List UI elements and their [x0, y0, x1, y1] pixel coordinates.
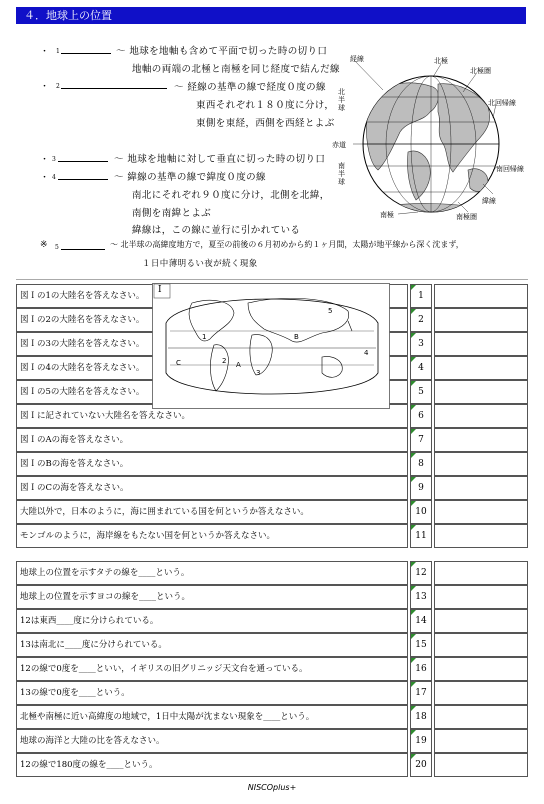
question-text: 大陸以外で，日本のように，海に囲まれている国を何というか答えなさい。	[16, 500, 408, 524]
question-text: 地球上の位置を示すタテの線を____という。	[16, 561, 408, 585]
question-text: 図Ｉの4の大陸名を答えなさい。	[16, 356, 408, 380]
globe-label-equator: 赤道	[332, 141, 346, 149]
question-text: 図ＩのAの海を答えなさい。	[16, 428, 408, 452]
corner-marker	[411, 333, 416, 338]
corner-marker	[411, 658, 416, 663]
table-row	[16, 428, 528, 452]
question-text: 図ＩのBの海を答えなさい。	[16, 452, 408, 476]
corner-marker	[411, 285, 416, 290]
table-row	[16, 500, 528, 524]
blank-number: 5	[55, 244, 59, 251]
definition-5-line-1: ～ 北半球の高緯度地方で，夏至の前後の６月初めから約１ヶ月間，太陽が地平線から深く沈まず，	[110, 240, 464, 249]
question-text: モンゴルのように，海岸線をもたない国を何というか答えなさい。	[16, 524, 408, 548]
corner-marker	[411, 405, 416, 410]
answer-cell-18[interactable]	[434, 705, 528, 729]
globe-label-tropic-cancer: 北回帰線	[488, 99, 516, 107]
definition-4-line-3: 南側を南緯とよぶ	[132, 208, 212, 219]
question-number: 4	[410, 356, 432, 380]
globe-label-south-hemisphere: 南半球	[338, 162, 345, 186]
globe-label-antarctic-circle: 南極圏	[456, 213, 477, 221]
blank-number: 1	[56, 48, 60, 55]
answer-cell-15[interactable]	[434, 633, 528, 657]
definition-4-line-1: ～ 緯線の基準の線で緯度０度の線	[114, 172, 266, 183]
definition-1-line-1: ～ 地球を地軸も含めて平面で切った時の切り口	[116, 46, 328, 57]
question-number: 12	[410, 561, 432, 585]
note-mark: ※	[40, 240, 48, 250]
definition-5-line-2: １日中薄明るい夜が続く現象	[142, 259, 258, 269]
answer-cell-5[interactable]	[434, 380, 528, 404]
corner-marker	[411, 754, 416, 759]
table-row	[16, 681, 528, 705]
question-text: 図ＩのCの海を答えなさい。	[16, 476, 408, 500]
corner-marker	[411, 357, 416, 362]
question-text: 図Ｉの3の大陸名を答えなさい。	[16, 332, 408, 356]
corner-marker	[411, 730, 416, 735]
blank-number: 4	[52, 174, 56, 181]
map-mark-5: 5	[328, 307, 333, 315]
definition-2-line-3: 東側を東経，西側を西経とよぶ	[196, 118, 335, 129]
bullet: ・	[40, 155, 50, 165]
question-number: 13	[410, 585, 432, 609]
question-text: 北極や南極に近い高緯度の地域で，1日中太陽が沈まない現象を____という。	[16, 705, 408, 729]
answer-cell-4[interactable]	[434, 356, 528, 380]
definition-4-line-2: 南北にそれぞれ９０度に分け，北側を北緯，	[132, 190, 330, 201]
globe-label-south-pole: 南極	[380, 211, 394, 219]
globe-label-meridian: 経線	[350, 55, 364, 63]
table-row	[16, 561, 528, 585]
map-mark-b: B	[294, 333, 299, 341]
question-number: 10	[410, 500, 432, 524]
bullet: ・	[40, 82, 50, 92]
table-row	[16, 609, 528, 633]
corner-marker	[411, 634, 416, 639]
answer-cell-17[interactable]	[434, 681, 528, 705]
answer-cell-9[interactable]	[434, 476, 528, 500]
question-number: 14	[410, 609, 432, 633]
table-row	[16, 476, 528, 500]
section-header: ４．地球上の位置	[16, 7, 526, 24]
blank-number: 2	[56, 83, 60, 90]
answer-cell-3[interactable]	[434, 332, 528, 356]
table-row	[16, 753, 528, 777]
question-text: 13の線で0度を____という。	[16, 681, 408, 705]
definition-2-line-2: 東西それぞれ１８０度に分け，	[196, 100, 335, 111]
answer-cell-11[interactable]	[434, 524, 528, 548]
corner-marker	[411, 501, 416, 506]
answer-cell-12[interactable]	[434, 561, 528, 585]
corner-marker	[411, 586, 416, 591]
corner-marker	[411, 309, 416, 314]
map-mark-3: 3	[256, 369, 261, 377]
answer-cell-7[interactable]	[434, 428, 528, 452]
globe-label-parallel: 緯線	[482, 197, 496, 205]
table-row	[16, 524, 528, 548]
answer-blank-4	[58, 170, 108, 180]
world-map-figure	[152, 283, 390, 409]
globe-label-arctic-circle: 北極圏	[470, 67, 491, 75]
question-number: 2	[410, 308, 432, 332]
corner-marker	[411, 610, 416, 615]
answer-cell-6[interactable]	[434, 404, 528, 428]
blank-number: 3	[52, 156, 56, 163]
globe-label-tropic-capricorn: 南回帰線	[496, 165, 524, 173]
definition-4-line-4: 緯線は，この線に並行に引かれている	[132, 225, 301, 236]
table-row	[16, 585, 528, 609]
figure-label: I	[158, 285, 162, 295]
question-number: 19	[410, 729, 432, 753]
map-mark-c: C	[176, 359, 181, 367]
globe-label-north-hemisphere: 北半球	[338, 88, 345, 112]
table-row	[16, 657, 528, 681]
corner-marker	[411, 525, 416, 530]
answer-blank-3	[58, 152, 108, 162]
map-mark-2: 2	[222, 357, 227, 365]
question-text: 12の線で0度を____といい，イギリスの旧グリニッジ天文台を通っている。	[16, 657, 408, 681]
table-row	[16, 452, 528, 476]
question-number: 17	[410, 681, 432, 705]
globe-label-north-pole: 北極	[434, 57, 448, 65]
table-row	[16, 729, 528, 753]
map-mark-4: 4	[364, 349, 369, 357]
question-text: 12の線で180度の線を____という。	[16, 753, 408, 777]
answer-blank-1	[61, 44, 111, 54]
map-mark-a: A	[236, 361, 241, 369]
answer-blank-5	[61, 240, 105, 250]
corner-marker	[411, 682, 416, 687]
map-mark-1: 1	[202, 333, 207, 341]
question-number: 3	[410, 332, 432, 356]
globe-illustration	[338, 52, 543, 224]
question-text: 図Ｉの5の大陸名を答えなさい。	[16, 380, 408, 404]
definition-1-line-2: 地軸の両端の北極と南極を同じ経度で結んだ線	[132, 64, 340, 75]
question-number: 15	[410, 633, 432, 657]
table-row	[16, 705, 528, 729]
world-map-illustration	[152, 283, 390, 409]
question-number: 16	[410, 657, 432, 681]
answer-blank-2	[61, 79, 167, 89]
definition-3-line-1: ～ 地球を地軸に対して垂直に切った時の切り口	[114, 154, 326, 165]
question-number: 8	[410, 452, 432, 476]
question-text: 12は東西____度に分けられている。	[16, 609, 408, 633]
answer-cell-13[interactable]	[434, 585, 528, 609]
question-number: 20	[410, 753, 432, 777]
answer-cell-1[interactable]	[434, 284, 528, 308]
bullet: ・	[40, 47, 50, 57]
bullet: ・	[40, 173, 50, 183]
answer-cell-16[interactable]	[434, 657, 528, 681]
corner-marker	[411, 381, 416, 386]
answer-cell-19[interactable]	[434, 729, 528, 753]
table-row	[16, 633, 528, 657]
question-text: 図Ｉの1の大陸名を答えなさい。	[16, 284, 408, 308]
question-number: 7	[410, 428, 432, 452]
corner-marker	[411, 429, 416, 434]
question-text: 図Ｉに記されていない大陸名を答えなさい。	[16, 404, 408, 428]
answer-cell-8[interactable]	[434, 452, 528, 476]
corner-marker	[411, 562, 416, 567]
corner-marker	[411, 453, 416, 458]
answer-cell-10[interactable]	[434, 500, 528, 524]
question-number: 6	[410, 404, 432, 428]
question-number: 18	[410, 705, 432, 729]
question-number: 9	[410, 476, 432, 500]
corner-marker	[411, 706, 416, 711]
question-text: 地球上の位置を示すヨコの線を____という。	[16, 585, 408, 609]
question-text: 13は南北に____度に分けられている。	[16, 633, 408, 657]
answer-cell-2[interactable]	[434, 308, 528, 332]
answer-cell-14[interactable]	[434, 609, 528, 633]
question-text: 地球の海洋と大陸の比を答えなさい。	[16, 729, 408, 753]
footer-brand: NISCOplus+	[247, 783, 297, 792]
corner-marker	[411, 477, 416, 482]
definition-2-line-1: ～ 経線の基準の線で経度０度の線	[174, 82, 326, 93]
globe-diagram	[332, 52, 543, 224]
question-text: 図Ｉの2の大陸名を答えなさい。	[16, 308, 408, 332]
question-number: 11	[410, 524, 432, 548]
question-number: 5	[410, 380, 432, 404]
question-number: 1	[410, 284, 432, 308]
answer-cell-20[interactable]	[434, 753, 528, 777]
